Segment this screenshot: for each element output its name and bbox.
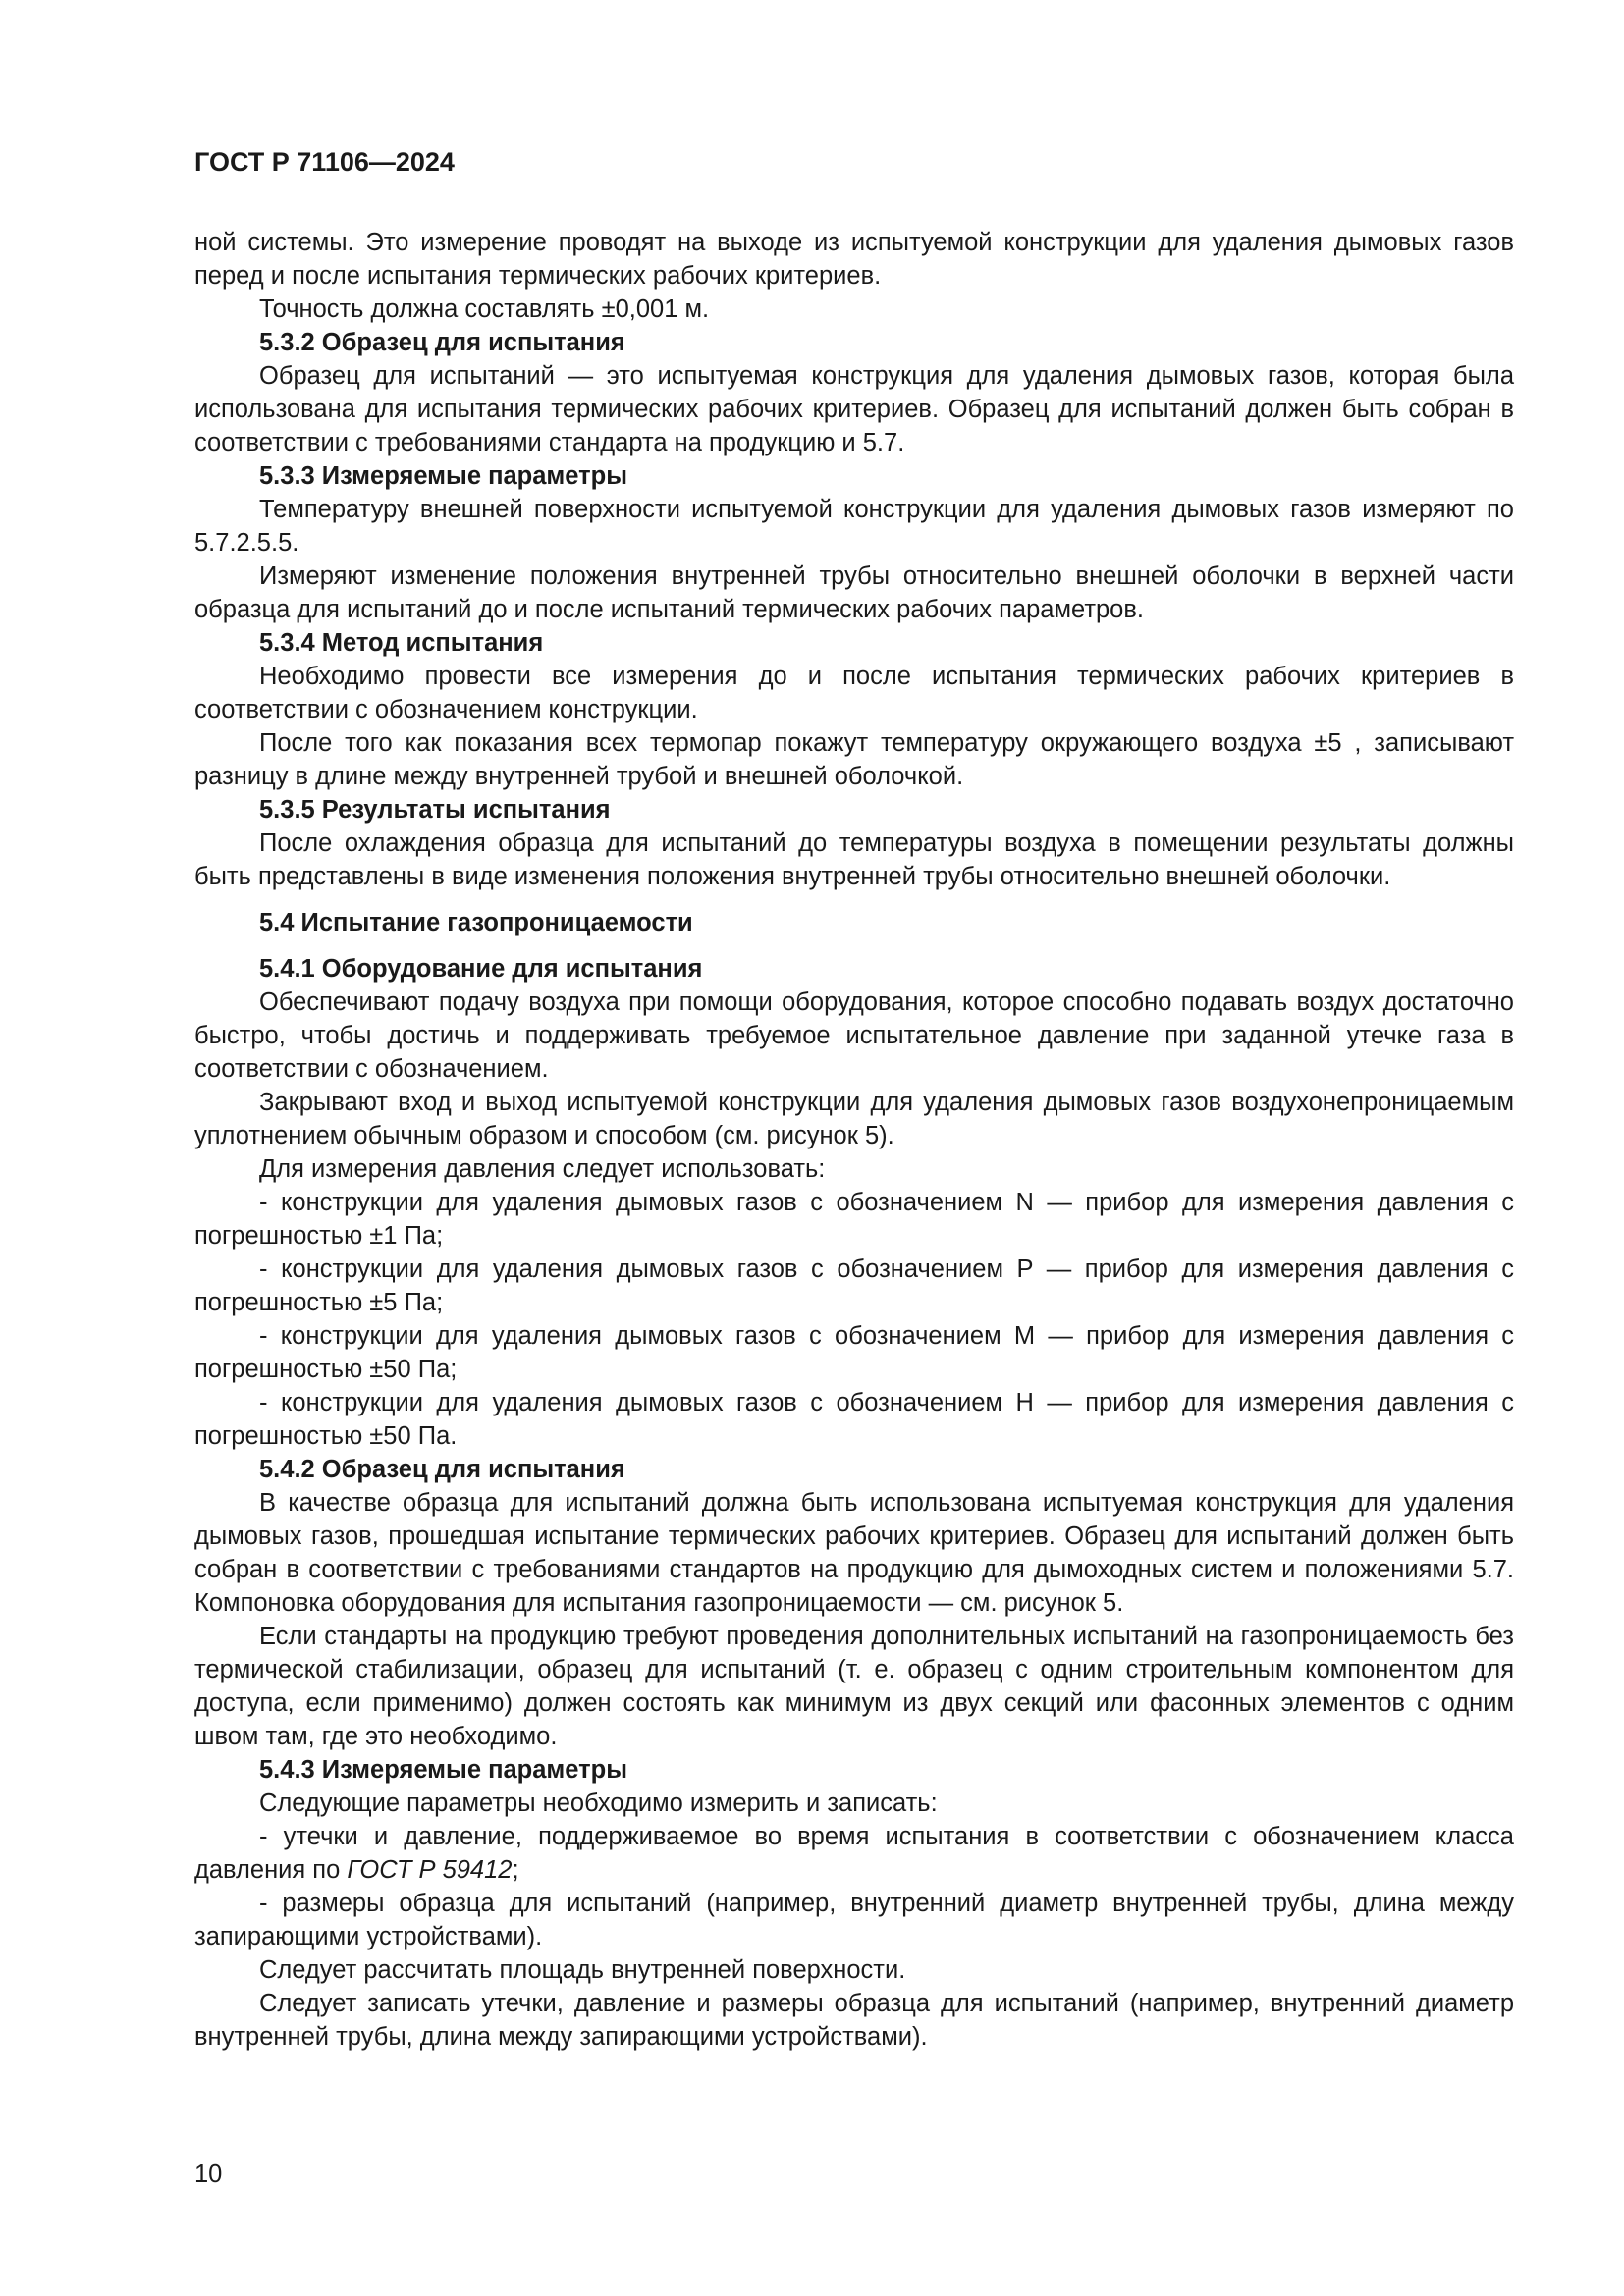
paragraph: ной системы. Это измерение проводят на выходе из испытуемой конструкции для удаления дымовых газов перед и после испытания термических рабочих критериев. — [194, 229, 1514, 290]
paragraph: Измеряют изменение положения внутренней трубы относительно внешней оболочки в верхней части образца для испытаний до и после испытаний термических рабочих параметров. — [194, 562, 1514, 623]
document-code-header: ГОСТ Р 71106—2024 — [194, 147, 455, 177]
paragraph: Температуру внешней поверхности испытуемой конструкции для удаления дымовых газов измеряют по 5.7.2.5.5. — [194, 496, 1514, 557]
paragraph: Образец для испытаний — это испытуемая конструкция для удаления дымовых газов, которая была использована для испытания термических рабочих критериев. Образец для испытаний должен быть собран в соответствии с требованиями стандарта на продукцию и 5.7. — [194, 362, 1514, 456]
paragraph: После того как показания всех термопар покажут температуру окружающего воздуха ±5 , записывают разницу в длине между внутренней трубой и внешней оболочкой. — [194, 729, 1514, 790]
paragraph: Если стандарты на продукцию требуют проведения дополнительных испытаний на газопроницаемость без термической стабилизации, образец для испытаний (т. е. образец с одним строительным компонентом для доступа, если применимо) должен состоять как минимум из двух секций или фасонных элементов с одним швом там, где это необходимо. — [194, 1623, 1514, 1750]
list-item: - конструкции для удаления дымовых газов с обозначением M — прибор для измерения давления с погрешностью ±50 Па; — [194, 1322, 1514, 1383]
paragraph: Следует записать утечки, давление и размеры образца для испытаний (например, внутренний диаметр внутренней трубы, длина между запирающими устройствами). — [194, 1990, 1514, 2051]
paragraph: Обеспечивают подачу воздуха при помощи оборудования, которое способно подавать воздух достаточно быстро, чтобы достичь и поддерживать требуемое испытательное давление при заданной утечке газа в соответствии с обозначением. — [194, 988, 1514, 1083]
subsection-heading-5-3-5: 5.3.5 Результаты испытания — [259, 796, 611, 824]
paragraph: Точность должна составлять ±0,001 м. — [259, 295, 710, 323]
subsection-heading-5-4-1: 5.4.1 Оборудование для испытания — [259, 955, 703, 983]
paragraph: Закрывают вход и выход испытуемой конструкции для удаления дымовых газов воздухонепроницаемым уплотнением обычным образом и способом (см. рисунок 5). — [194, 1089, 1514, 1149]
list-item: - конструкции для удаления дымовых газов с обозначением N — прибор для измерения давления с погрешностью ±1 Па; — [194, 1189, 1514, 1250]
list-item-text: - утечки и давление, поддерживаемое во время испытания в соответствии с обозначением класса давления по — [194, 1823, 1514, 1884]
list-item: - конструкции для удаления дымовых газов с обозначением H — прибор для измерения давления с погрешностью ±50 Па. — [194, 1389, 1514, 1450]
subsection-heading-5-4-3: 5.4.3 Измеряемые параметры — [259, 1756, 627, 1784]
list-item: - конструкции для удаления дымовых газов с обозначением P — прибор для измерения давления с погрешностью ±5 Па; — [194, 1255, 1514, 1316]
standard-reference: ГОСТ Р 59412 — [347, 1856, 513, 1884]
subsection-heading-5-4-2: 5.4.2 Образец для испытания — [259, 1456, 625, 1483]
list-item — [194, 1820, 1514, 1887]
subsection-heading-5-3-4: 5.3.4 Метод испытания — [259, 629, 544, 657]
paragraph: Следующие параметры необходимо измерить и записать: — [259, 1789, 938, 1817]
list-item: - размеры образца для испытаний (например, внутренний диаметр внутренней трубы, длина между запирающими устройствами). — [194, 1890, 1514, 1950]
paragraph: Для измерения давления следует использовать: — [259, 1155, 826, 1183]
paragraph: После охлаждения образца для испытаний до температуры воздуха в помещении результаты должны быть представлены в виде изменения положения внутренней трубы относительно внешней оболочки. — [194, 829, 1514, 890]
paragraph: Необходимо провести все измерения до и после испытания термических рабочих критериев в соответствии с обозначением конструкции. — [194, 663, 1514, 723]
paragraph: Следует рассчитать площадь внутренней поверхности. — [259, 1956, 906, 1984]
section-heading-5-4: 5.4 Испытание газопроницаемости — [259, 909, 693, 936]
subsection-heading-5-3-2: 5.3.2 Образец для испытания — [259, 329, 625, 356]
page-number: 10 — [194, 2161, 223, 2188]
list-item-text: ; — [512, 1856, 519, 1884]
paragraph: В качестве образца для испытаний должна быть использована испытуемая конструкция для удаления дымовых газов, прошедшая испытание термических рабочих критериев. Образец для испытаний должен быть собран в соответствии с требованиями стандартов на продукцию для дымоходных систем и положениями 5.7. Компоновка оборудования для испытания газопроницаемости — см. рисунок 5. — [194, 1489, 1514, 1617]
subsection-heading-5-3-3: 5.3.3 Измеряемые параметры — [259, 462, 627, 490]
page-content — [194, 226, 1514, 2054]
